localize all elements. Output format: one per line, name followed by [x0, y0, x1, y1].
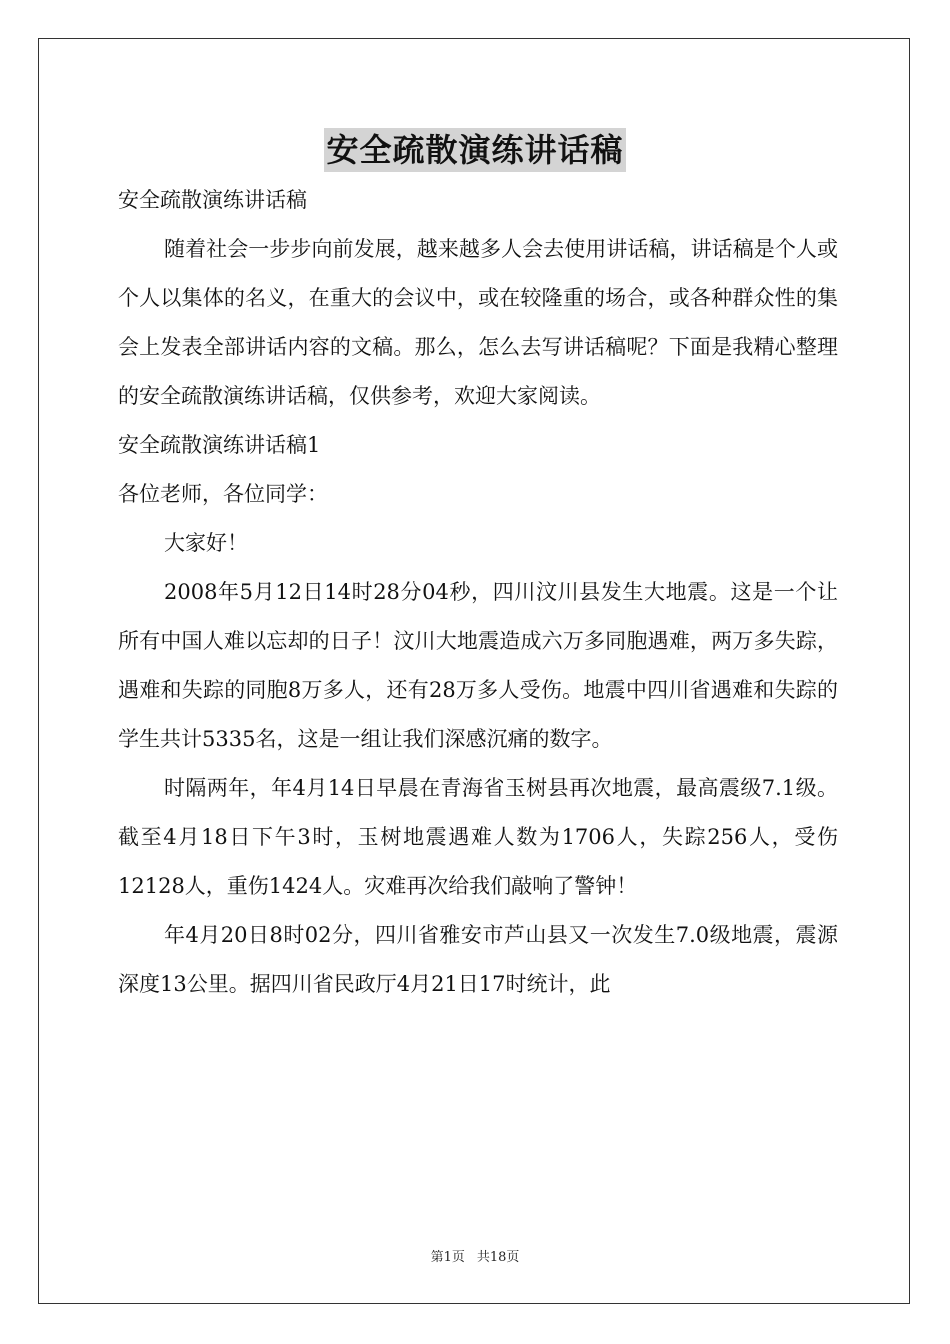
document-body	[118, 176, 838, 1009]
paragraph-heading-1: 安全疏散演练讲话稿1	[118, 433, 321, 457]
paragraph-wenchuan: 2008年5月12日14时28分04秒，四川汶川县发生大地震。这是一个让所有中国人难以忘却的日子！汶川大地震造成六万多同胞遇难，两万多失踪，遇难和失踪的同胞8万多人，还有28万多人受伤。地震中四川省遇难和失踪的学生共计5335名，这是一组让我们深感沉痛的数字。	[118, 580, 838, 751]
document-title: 安全疏散演练讲话稿	[324, 128, 625, 172]
paragraph-yushu: 时隔两年，年4月14日早晨在青海省玉树县再次地震，最高震级7.1级。截至4月18日下午3时，玉树地震遇难人数为1706人，失踪256人，受伤12128人，重伤1424人。灾难再次给我们敲响了警钟！	[118, 776, 838, 898]
title-container	[0, 128, 950, 172]
page-footer	[0, 1246, 950, 1265]
paragraph-lushan: 年4月20日8时02分，四川省雅安市芦山县又一次发生7.0级地震，震源深度13公里。据四川省民政厅4月21日17时统计，此	[118, 923, 838, 996]
paragraph-greeting: 大家好！	[164, 531, 248, 555]
page-number: 第1页	[430, 1250, 465, 1265]
paragraph-intro: 随着社会一步步向前发展，越来越多人会去使用讲话稿，讲话稿是个人或个人以集体的名义，在重大的会议中，或在较隆重的场合，或各种群众性的集会上发表全部讲话内容的文稿。那么，怎么去写讲话稿呢？下面是我精心整理的安全疏散演练讲话稿，仅供参考，欢迎大家阅读。	[118, 237, 838, 408]
paragraph-salutation: 各位老师，各位同学：	[118, 482, 328, 506]
page-total: 共18页	[476, 1250, 520, 1265]
paragraph-subtitle: 安全疏散演练讲话稿	[118, 188, 307, 212]
